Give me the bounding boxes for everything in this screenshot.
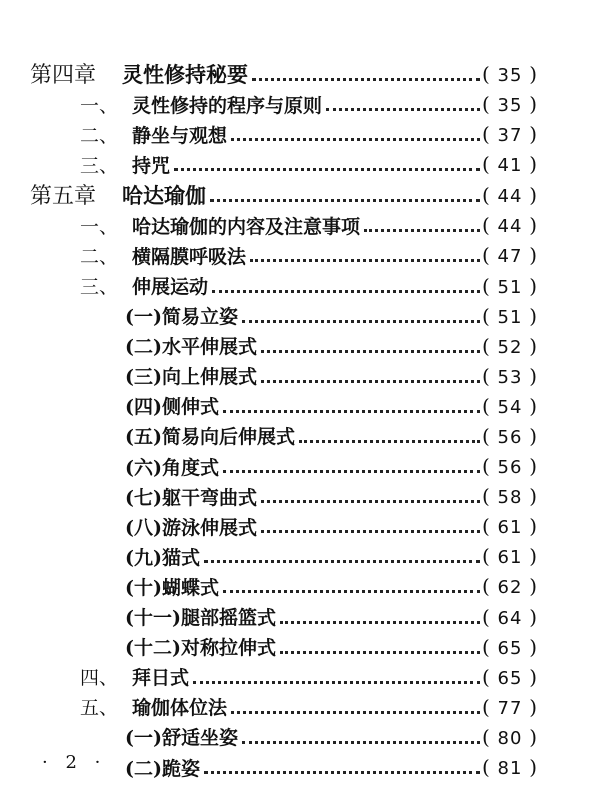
dot-leader (204, 560, 480, 563)
entry-heading (125, 362, 257, 389)
toc-subsection-entry (0, 632, 600, 662)
open-paren: ( (482, 213, 491, 238)
entry-heading (125, 754, 200, 781)
entry-title: (五)简易向后伸展式 (125, 426, 295, 449)
page-value: 61 (497, 547, 523, 569)
entry-page-number (482, 514, 538, 538)
entry-heading (125, 543, 200, 570)
toc-section-entry (0, 270, 600, 300)
entry-heading (125, 633, 276, 660)
toc-section-entry (0, 210, 600, 240)
close-paren: ) (529, 484, 538, 509)
entry-title: (一)简易立姿 (125, 306, 238, 329)
close-paren: ) (529, 634, 538, 659)
entry-title: (十一)腿部摇篮式 (125, 607, 276, 630)
toc-subsection-entry (0, 361, 600, 391)
entry-heading (125, 422, 295, 449)
toc-subsection-entry (0, 301, 600, 331)
entry-page-number (482, 755, 538, 779)
open-paren: ( (482, 574, 491, 599)
entry-title: (二)跪姿 (125, 757, 200, 780)
entry-number: 第五章 (30, 184, 97, 210)
page-value: 51 (497, 276, 523, 298)
entry-title: (十)蝴蝶式 (125, 576, 219, 599)
page-value: 54 (497, 396, 523, 418)
entry-heading (30, 58, 248, 89)
close-paren: ) (529, 393, 538, 418)
entry-title: 灵性修持的程序与原则 (132, 94, 323, 117)
entry-number: 三、 (80, 276, 119, 299)
open-paren: ( (482, 694, 491, 719)
toc-section-entry (0, 149, 600, 179)
dot-leader (210, 199, 480, 202)
entry-heading (125, 483, 257, 510)
entry-heading (125, 723, 238, 750)
entry-title: (二)水平伸展式 (125, 336, 257, 359)
page-value: 35 (497, 64, 523, 86)
entry-heading (30, 179, 206, 210)
entry-title: 哈达瑜伽 (122, 182, 207, 208)
dot-leader (242, 741, 480, 744)
open-paren: ( (482, 664, 491, 689)
close-paren: ) (529, 454, 538, 479)
toc-subsection-entry (0, 331, 600, 361)
entry-page-number (482, 454, 538, 478)
entry-page-number (482, 544, 538, 568)
close-paren: ) (529, 724, 538, 749)
open-paren: ( (482, 724, 491, 749)
toc-chapter-entry (0, 58, 600, 89)
close-paren: ) (529, 243, 538, 268)
entry-page-number (482, 635, 538, 659)
entry-page-number (482, 213, 538, 237)
page-value: 44 (497, 185, 523, 207)
page-value: 61 (497, 517, 523, 539)
page-value: 56 (497, 457, 523, 479)
toc-chapter-entry (0, 179, 600, 210)
page-value: 65 (497, 667, 523, 689)
entry-page-number (482, 424, 538, 448)
close-paren: ) (529, 755, 538, 780)
entry-number: 二、 (80, 245, 119, 268)
dot-leader (242, 320, 480, 323)
close-paren: ) (529, 152, 538, 177)
open-paren: ( (482, 393, 491, 418)
toc-section-entry (0, 240, 600, 270)
entry-heading (80, 272, 208, 299)
toc-subsection-entry (0, 602, 600, 632)
dot-leader (364, 229, 480, 232)
entry-page-number (482, 394, 538, 418)
close-paren: ) (529, 423, 538, 448)
open-paren: ( (482, 604, 491, 629)
entry-page-number (482, 183, 538, 207)
open-paren: ( (482, 484, 491, 509)
dot-leader (280, 621, 480, 624)
entry-page-number (482, 274, 538, 298)
open-paren: ( (482, 273, 491, 298)
open-paren: ( (482, 755, 491, 780)
dot-leader (261, 380, 480, 383)
toc-subsection-entry (0, 421, 600, 451)
open-paren: ( (482, 243, 491, 268)
dot-leader (204, 771, 480, 774)
entry-heading (80, 121, 227, 148)
page-value: 53 (497, 366, 523, 388)
page-value: 47 (497, 246, 523, 268)
dot-leader (261, 500, 480, 503)
entry-title: 哈达瑜伽的内容及注意事项 (132, 215, 361, 238)
dot-leader (280, 651, 480, 654)
entry-title: (三)向上伸展式 (125, 366, 257, 389)
page-value: 44 (497, 216, 523, 238)
open-paren: ( (482, 61, 491, 86)
entry-number: 第四章 (30, 63, 97, 88)
dot-leader (261, 350, 480, 353)
page-value: 51 (497, 306, 523, 328)
dot-leader (252, 78, 480, 81)
table-of-contents (0, 58, 600, 782)
dot-leader (231, 711, 480, 714)
close-paren: ) (529, 363, 538, 388)
open-paren: ( (482, 544, 491, 569)
entry-heading (80, 693, 227, 720)
dot-leader (223, 470, 480, 473)
open-paren: ( (482, 634, 491, 659)
entry-heading (125, 573, 219, 600)
toc-subsection-entry (0, 511, 600, 541)
close-paren: ) (529, 333, 538, 358)
dot-leader (261, 530, 480, 533)
entry-title: (八)游泳伸展式 (125, 516, 257, 539)
entry-number: 一、 (80, 94, 119, 117)
toc-section-entry (0, 119, 600, 149)
entry-page-number (482, 334, 538, 358)
entry-title: (四)侧伸式 (125, 396, 219, 419)
page-value: 77 (497, 697, 523, 719)
open-paren: ( (482, 454, 491, 479)
dot-leader (193, 681, 480, 684)
entry-title: 瑜伽体位法 (132, 697, 228, 720)
open-paren: ( (482, 152, 491, 177)
entry-title: 持咒 (132, 154, 171, 177)
entry-heading (125, 302, 238, 329)
dot-leader (231, 138, 480, 141)
open-paren: ( (482, 333, 491, 358)
entry-number: 二、 (80, 124, 119, 147)
open-paren: ( (482, 363, 491, 388)
entry-page-number (482, 152, 538, 176)
entry-heading (80, 663, 189, 690)
entry-title: (九)猫式 (125, 546, 200, 569)
entry-heading (125, 603, 276, 630)
page-value: 64 (497, 607, 523, 629)
entry-page-number (482, 725, 538, 749)
page-value: 37 (497, 125, 523, 147)
close-paren: ) (529, 92, 538, 117)
entry-page-number (482, 484, 538, 508)
close-paren: ) (529, 514, 538, 539)
toc-subsection-entry (0, 571, 600, 601)
toc-section-entry (0, 662, 600, 692)
entry-page-number (482, 243, 538, 267)
dot-leader (250, 259, 480, 262)
page-value: 35 (497, 95, 523, 117)
close-paren: ) (529, 544, 538, 569)
close-paren: ) (529, 182, 538, 207)
entry-heading (80, 212, 360, 239)
entry-title: 静坐与观想 (132, 124, 228, 147)
toc-subsection-entry (0, 722, 600, 752)
entry-page-number (482, 364, 538, 388)
entry-heading (80, 91, 322, 118)
dot-leader (174, 168, 480, 171)
close-paren: ) (529, 122, 538, 147)
entry-page-number (482, 695, 538, 719)
entry-title: (六)角度式 (125, 456, 219, 479)
toc-subsection-entry (0, 451, 600, 481)
entry-page-number (482, 304, 538, 328)
toc-subsection-entry (0, 481, 600, 511)
open-paren: ( (482, 122, 491, 147)
close-paren: ) (529, 604, 538, 629)
entry-heading (125, 332, 257, 359)
close-paren: ) (529, 664, 538, 689)
entry-page-number (482, 605, 538, 629)
page-value: 81 (497, 758, 523, 780)
entry-title: 横隔膜呼吸法 (132, 245, 247, 268)
close-paren: ) (529, 574, 538, 599)
page-value: 80 (497, 727, 523, 749)
page-value: 56 (497, 426, 523, 448)
page-value: 62 (497, 577, 523, 599)
entry-page-number (482, 62, 538, 86)
entry-title: (一)舒适坐姿 (125, 727, 238, 750)
close-paren: ) (529, 303, 538, 328)
toc-section-entry (0, 692, 600, 722)
open-paren: ( (482, 182, 491, 207)
entry-title: (十二)对称拉伸式 (125, 637, 276, 660)
entry-title: 拜日式 (132, 667, 190, 690)
dot-leader (299, 440, 480, 443)
close-paren: ) (529, 694, 538, 719)
entry-title: 伸展运动 (132, 276, 209, 299)
page-number-footer: · 2 · (42, 752, 107, 773)
entry-title: (七)躯干弯曲式 (125, 486, 257, 509)
page-value: 58 (497, 487, 523, 509)
open-paren: ( (482, 423, 491, 448)
close-paren: ) (529, 61, 538, 86)
entry-heading (80, 151, 170, 178)
entry-page-number (482, 665, 538, 689)
entry-heading (80, 242, 246, 269)
dot-leader (212, 290, 480, 293)
toc-section-entry (0, 89, 600, 119)
entry-heading (125, 453, 219, 480)
entry-title: 灵性修持秘要 (122, 61, 249, 87)
close-paren: ) (529, 273, 538, 298)
close-paren: ) (529, 213, 538, 238)
page-value: 41 (497, 155, 523, 177)
dot-leader (223, 410, 480, 413)
open-paren: ( (482, 514, 491, 539)
page-value: 52 (497, 336, 523, 358)
toc-subsection-entry (0, 391, 600, 421)
open-paren: ( (482, 303, 491, 328)
toc-subsection-entry (0, 541, 600, 571)
entry-number: 五、 (80, 697, 119, 720)
open-paren: ( (482, 92, 491, 117)
entry-number: 四、 (80, 667, 119, 690)
dot-leader (223, 590, 480, 593)
entry-number: 三、 (80, 154, 119, 177)
page-value: 65 (497, 637, 523, 659)
entry-page-number (482, 92, 538, 116)
entry-page-number (482, 574, 538, 598)
entry-heading (125, 392, 219, 419)
entry-heading (125, 513, 257, 540)
entry-page-number (482, 122, 538, 146)
dot-leader (326, 108, 480, 111)
entry-number: 一、 (80, 215, 119, 238)
